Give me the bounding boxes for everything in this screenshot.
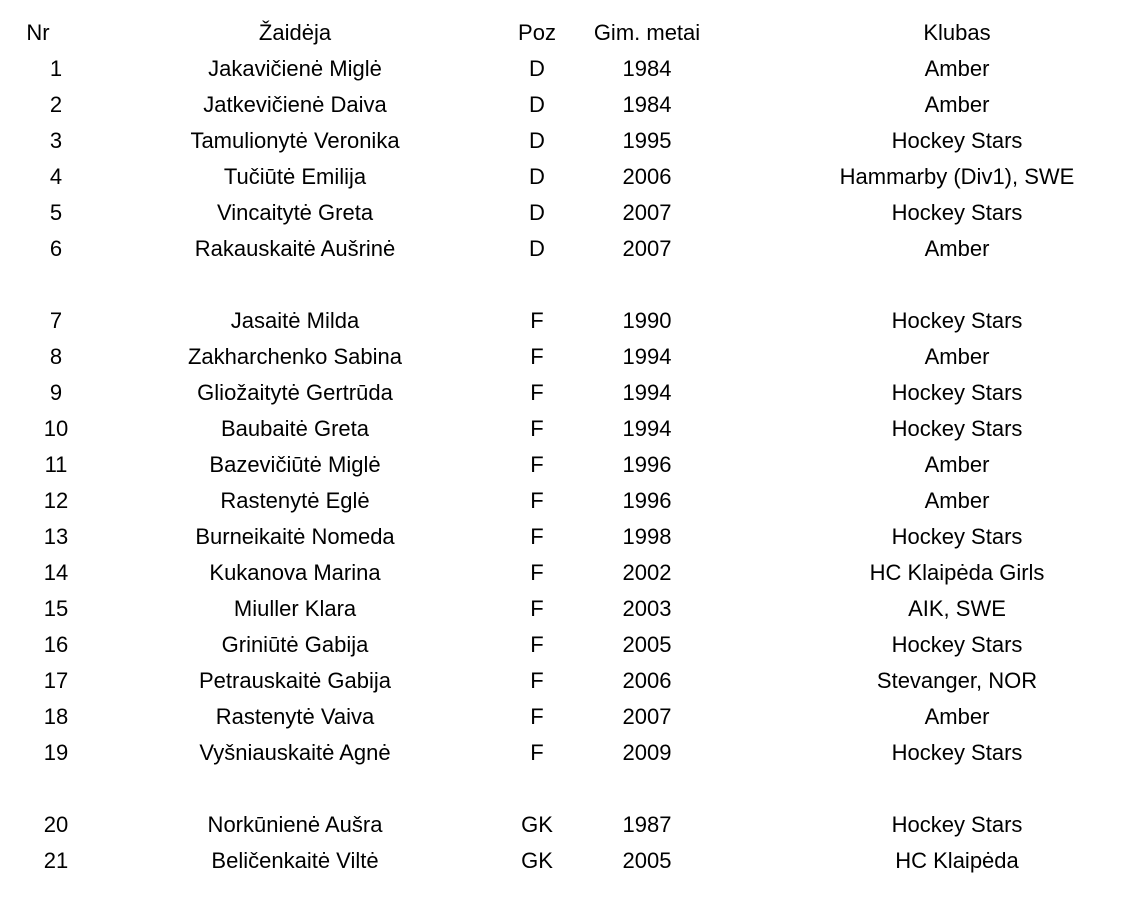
row-club: Amber <box>924 488 990 513</box>
row-position: F <box>530 668 544 693</box>
table-row <box>0 339 1122 375</box>
row-nr: 1 <box>49 56 63 81</box>
row-position: F <box>530 524 544 549</box>
roster-table <box>0 15 1122 879</box>
row-nr: 2 <box>49 92 63 117</box>
row-club: Amber <box>924 236 990 261</box>
row-player-name: Vincaitytė Greta <box>216 200 374 225</box>
row-position: F <box>530 308 544 333</box>
row-birth-year: 2003 <box>622 596 672 621</box>
row-birth-year: 2009 <box>622 740 672 765</box>
row-birth-year: 1984 <box>622 92 672 117</box>
header-nr: Nr <box>26 20 50 45</box>
header-club: Klubas <box>923 20 991 45</box>
row-club: AIK, SWE <box>908 596 1006 621</box>
row-club: Hockey Stars <box>891 416 1023 441</box>
row-player-name: Jasaitė Milda <box>230 308 360 333</box>
row-player-name: Vyšniauskaitė Agnė <box>199 740 391 765</box>
table-row <box>0 159 1122 195</box>
row-player-name: Jakavičienė Miglė <box>208 56 382 81</box>
row-birth-year: 2007 <box>622 236 672 261</box>
row-player-name: Bazevičiūtė Miglė <box>209 452 381 477</box>
row-birth-year: 1984 <box>622 56 672 81</box>
row-club: Amber <box>924 92 990 117</box>
header-position: Poz <box>518 20 556 45</box>
row-nr: 18 <box>43 704 69 729</box>
row-nr: 16 <box>43 632 69 657</box>
row-position: F <box>530 380 544 405</box>
table-row <box>0 591 1122 627</box>
table-row <box>0 555 1122 591</box>
row-player-name: Miuller Klara <box>233 596 357 621</box>
row-club: Amber <box>924 344 990 369</box>
row-nr: 9 <box>49 380 63 405</box>
row-position: F <box>530 344 544 369</box>
table-row <box>0 519 1122 555</box>
row-club: Amber <box>924 704 990 729</box>
row-player-name: Griniūtė Gabija <box>221 632 369 657</box>
row-nr: 14 <box>43 560 69 585</box>
row-position: F <box>530 596 544 621</box>
row-player-name: Norkūnienė Aušra <box>207 812 383 837</box>
table-row <box>0 699 1122 735</box>
header-birth-year: Gim. metai <box>593 20 701 45</box>
row-birth-year: 2007 <box>622 200 672 225</box>
row-birth-year: 1990 <box>622 308 672 333</box>
row-player-name: Rastenytė Eglė <box>220 488 370 513</box>
row-club: HC Klaipėda Girls <box>869 560 1045 585</box>
row-nr: 7 <box>49 308 63 333</box>
row-nr: 12 <box>43 488 69 513</box>
row-player-name: Beličenkaitė Viltė <box>211 848 379 873</box>
row-club: Hockey Stars <box>891 632 1023 657</box>
table-row <box>0 123 1122 159</box>
row-birth-year: 2006 <box>622 164 672 189</box>
row-nr: 21 <box>43 848 69 873</box>
row-birth-year: 2005 <box>622 632 672 657</box>
row-player-name: Tamulionytė Veronika <box>190 128 400 153</box>
row-position: F <box>530 452 544 477</box>
row-nr: 5 <box>49 200 63 225</box>
row-birth-year: 2002 <box>622 560 672 585</box>
table-row <box>0 483 1122 519</box>
row-birth-year: 2005 <box>622 848 672 873</box>
row-birth-year: 2006 <box>622 668 672 693</box>
row-player-name: Petrauskaitė Gabija <box>199 668 391 693</box>
row-club: Hockey Stars <box>891 380 1023 405</box>
table-row <box>0 51 1122 87</box>
row-club: Hammarby (Div1), SWE <box>839 164 1075 189</box>
row-club: Hockey Stars <box>891 308 1023 333</box>
table-row <box>0 663 1122 699</box>
row-club: HC Klaipėda <box>895 848 1019 873</box>
row-nr: 13 <box>43 524 69 549</box>
row-club: Hockey Stars <box>891 128 1023 153</box>
header-player: Žaidėja <box>258 20 332 45</box>
group-spacer <box>0 267 1122 303</box>
row-player-name: Rakauskaitė Aušrinė <box>194 236 396 261</box>
row-position: F <box>530 560 544 585</box>
table-body <box>0 51 1122 879</box>
row-nr: 15 <box>43 596 69 621</box>
row-position: F <box>530 632 544 657</box>
row-birth-year: 1994 <box>622 416 672 441</box>
row-birth-year: 1987 <box>622 812 672 837</box>
row-club: Hockey Stars <box>891 812 1023 837</box>
row-position: D <box>529 92 545 117</box>
table-row <box>0 447 1122 483</box>
row-birth-year: 1996 <box>622 488 672 513</box>
table-row <box>0 807 1122 843</box>
row-club: Amber <box>924 452 990 477</box>
row-position: F <box>530 416 544 441</box>
row-nr: 17 <box>43 668 69 693</box>
table-row <box>0 195 1122 231</box>
row-club: Hockey Stars <box>891 524 1023 549</box>
row-player-name: Baubaitė Greta <box>221 416 369 441</box>
row-player-name: Zakharchenko Sabina <box>187 344 403 369</box>
row-birth-year: 1996 <box>622 452 672 477</box>
row-position: F <box>530 740 544 765</box>
row-nr: 3 <box>49 128 63 153</box>
row-club: Amber <box>924 56 990 81</box>
table-row <box>0 303 1122 339</box>
row-position: D <box>529 164 545 189</box>
row-position: D <box>529 236 545 261</box>
row-birth-year: 2007 <box>622 704 672 729</box>
table-row <box>0 627 1122 663</box>
row-position: GK <box>521 812 553 837</box>
row-club: Stevanger, NOR <box>876 668 1038 693</box>
row-position: D <box>529 56 545 81</box>
row-birth-year: 1995 <box>622 128 672 153</box>
row-birth-year: 1994 <box>622 344 672 369</box>
table-row <box>0 87 1122 123</box>
row-player-name: Gliožaitytė Gertrūda <box>197 380 393 405</box>
row-birth-year: 1998 <box>622 524 672 549</box>
row-position: F <box>530 704 544 729</box>
row-player-name: Rastenytė Vaiva <box>215 704 375 729</box>
row-club: Hockey Stars <box>891 200 1023 225</box>
row-position: F <box>530 488 544 513</box>
row-birth-year: 1994 <box>622 380 672 405</box>
row-player-name: Kukanova Marina <box>209 560 381 585</box>
row-player-name: Burneikaitė Nomeda <box>195 524 395 549</box>
row-nr: 6 <box>49 236 63 261</box>
row-player-name: Tučiūtė Emilija <box>223 164 367 189</box>
header-row <box>0 15 1122 51</box>
row-nr: 19 <box>43 740 69 765</box>
row-nr: 11 <box>44 452 68 477</box>
row-player-name: Jatkevičienė Daiva <box>203 92 387 117</box>
table-row <box>0 375 1122 411</box>
row-nr: 20 <box>43 812 69 837</box>
row-position: D <box>529 200 545 225</box>
row-nr: 10 <box>43 416 69 441</box>
table-row <box>0 843 1122 879</box>
row-club: Hockey Stars <box>891 740 1023 765</box>
row-position: GK <box>521 848 553 873</box>
group-spacer <box>0 771 1122 807</box>
table-row <box>0 231 1122 267</box>
row-position: D <box>529 128 545 153</box>
row-nr: 8 <box>49 344 63 369</box>
row-nr: 4 <box>49 164 63 189</box>
table-row <box>0 411 1122 447</box>
table-row <box>0 735 1122 771</box>
